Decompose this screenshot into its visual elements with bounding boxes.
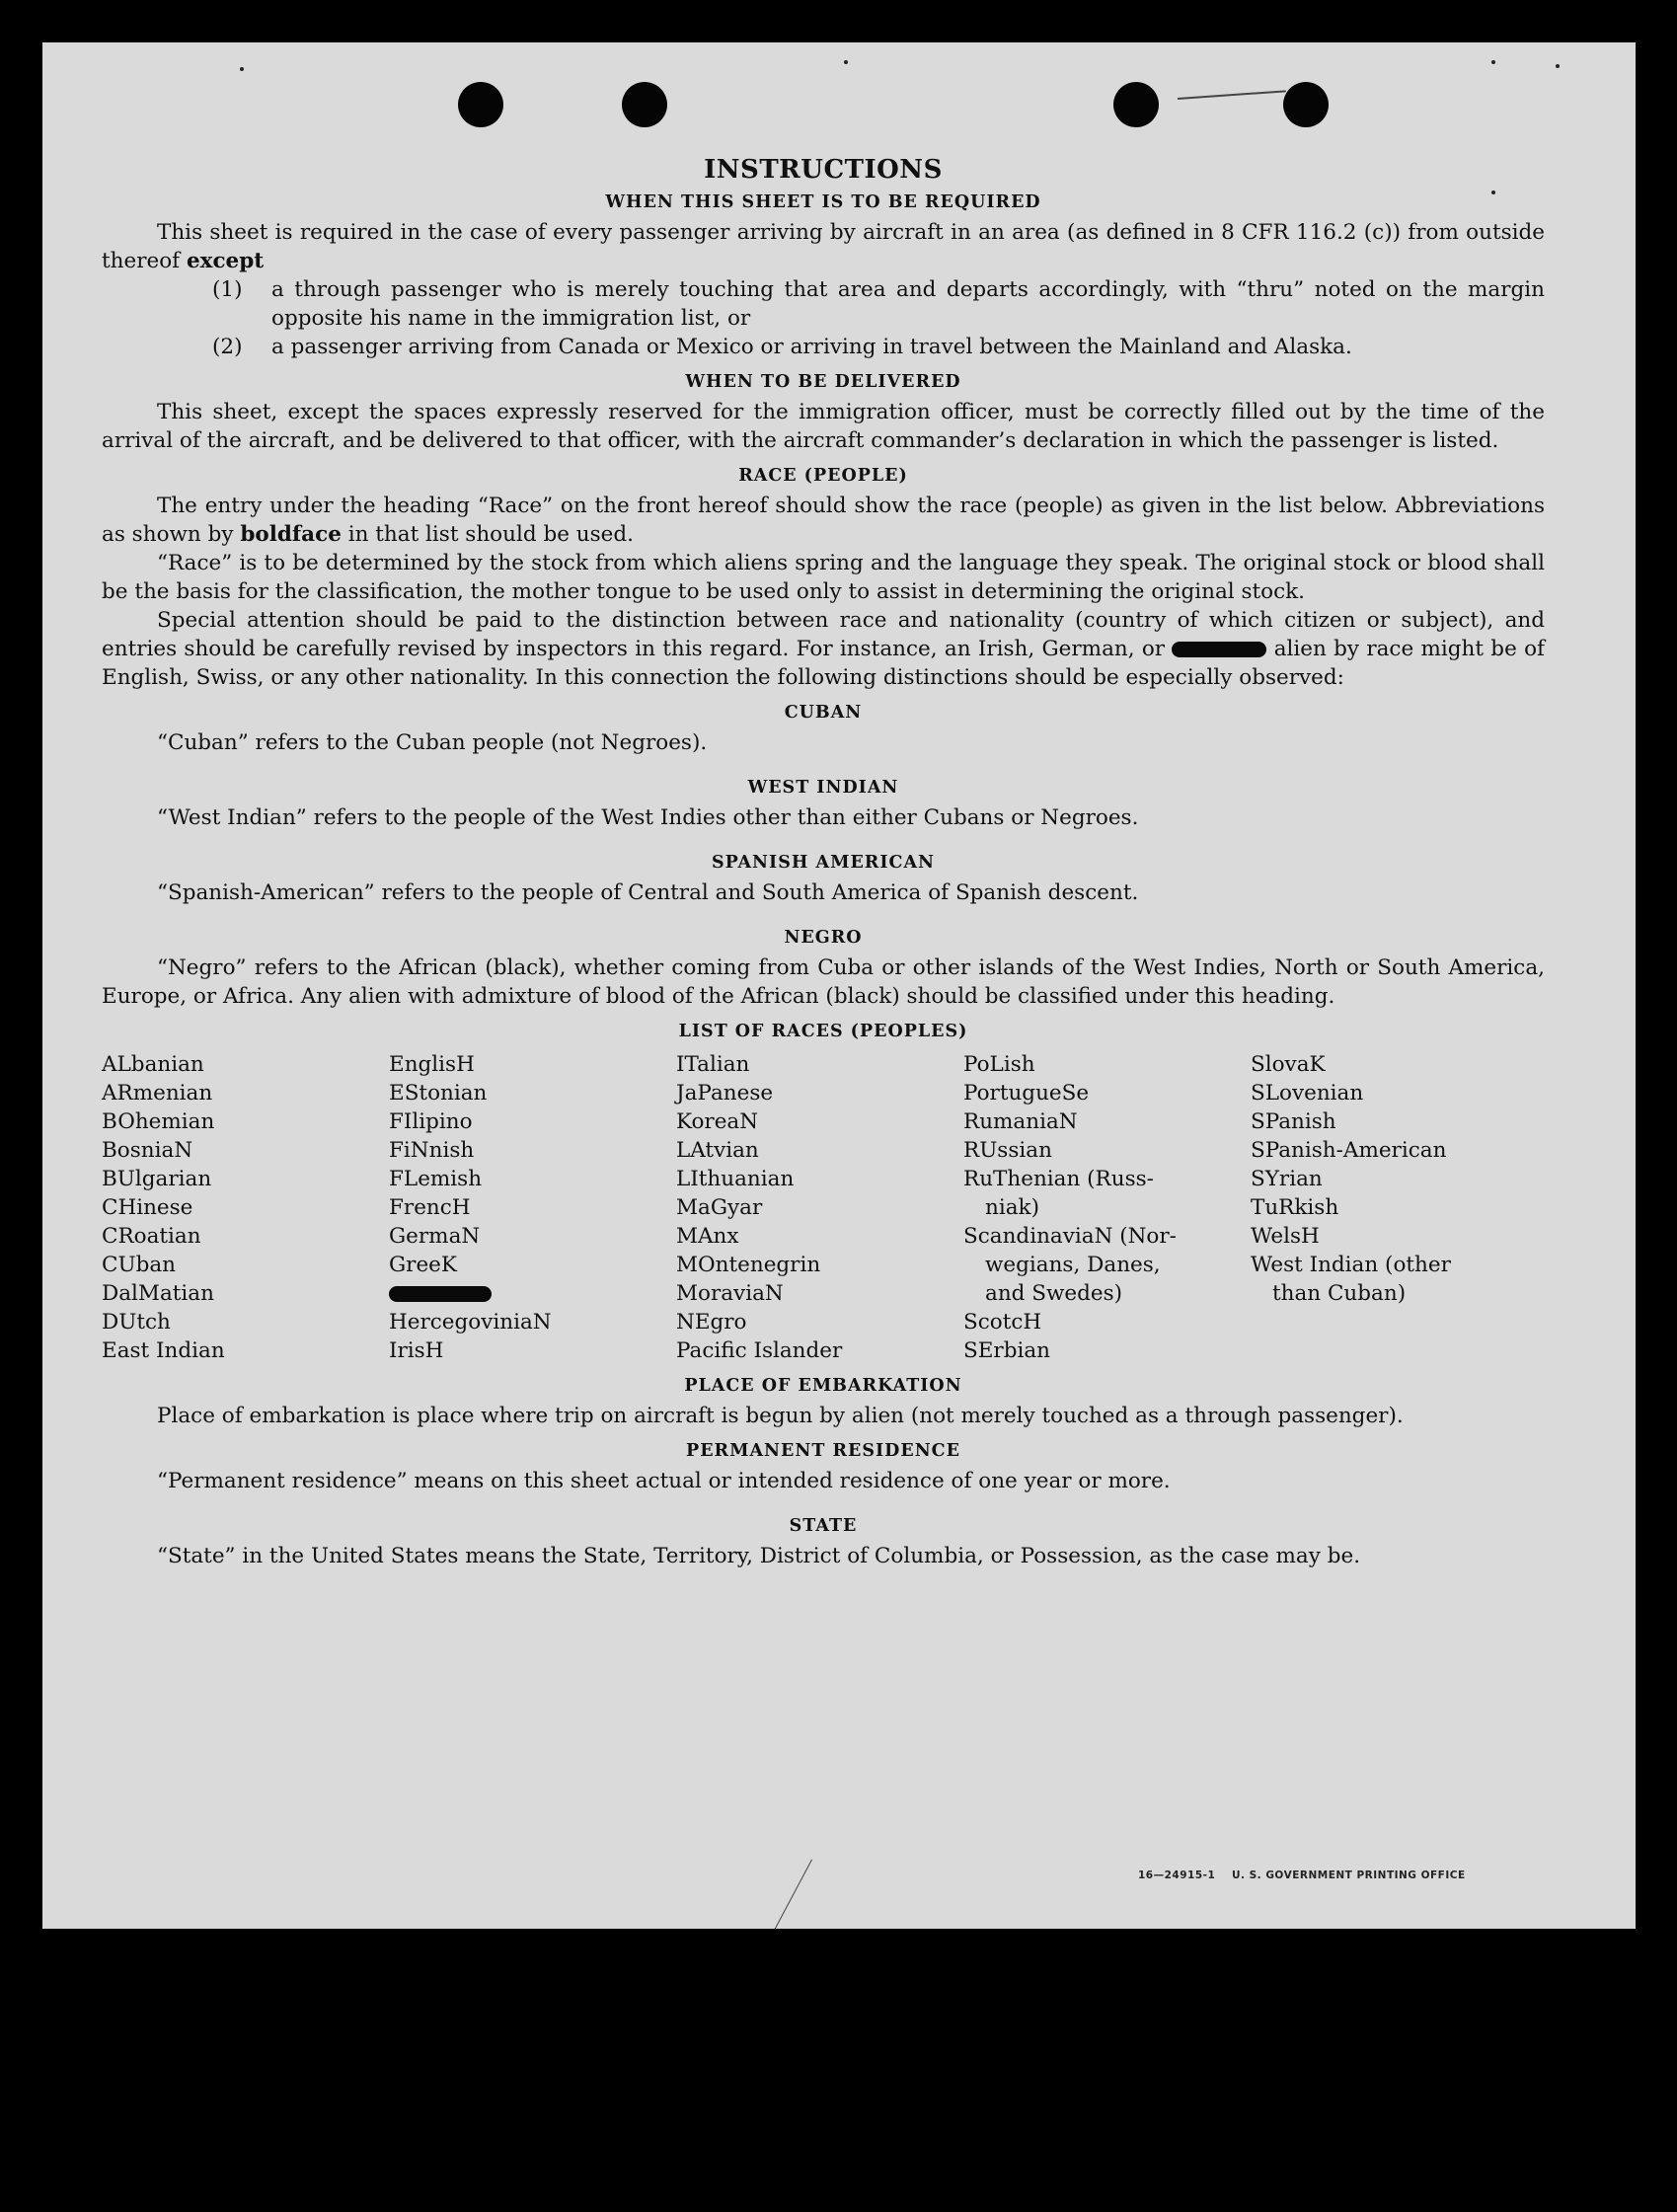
race-paragraph-1: The entry under the heading “Race” on the front hereof should show the race (people) as given in the list below. Abbreviations as shown by boldface in that list should be used. bbox=[102, 494, 1545, 547]
race-entry: SlovaK bbox=[1251, 1052, 1326, 1077]
when-delivered-text: This sheet, except the spaces expressly reserved for the immigration officer, must be correctly filled out by the time of the arrival of the aircraft, and be delivered to that officer, with the aircraft commander’s declaration in which the passenger is listed. bbox=[102, 400, 1545, 453]
exception-item-1: (1) a through passenger who is merely touching that area and departs accordingly, with “thru” noted on the margin opposite his name in the immigration list, or bbox=[212, 277, 1545, 331]
race-entry: FiNnish bbox=[389, 1138, 475, 1163]
race-entry: TuRkish bbox=[1251, 1195, 1339, 1220]
race-entry: PortugueSe bbox=[963, 1081, 1090, 1106]
race-paragraph-3: Special attention should be paid to the distinction between race and nationality (country of which citizen or subject), and entries should be carefully revised by inspectors in this regard. For instance, an Irish, German, or alien by race might be of English, Swiss, or any other nationality. In this connection the following distinctions should be especially observed: bbox=[102, 608, 1545, 690]
race-column-2 bbox=[389, 1050, 676, 1365]
punch-hole-3 bbox=[1113, 82, 1159, 127]
heading-embarkation: PLACE OF EMBARKATION bbox=[684, 1376, 962, 1396]
heading-residence: PERMANENT RESIDENCE bbox=[686, 1441, 960, 1461]
heading-list-of-races: LIST OF RACES (PEOPLES) bbox=[678, 1022, 968, 1041]
race-entry: East Indian bbox=[102, 1338, 225, 1363]
race-entry-redacted bbox=[389, 1279, 676, 1308]
speck bbox=[240, 67, 244, 71]
race-entry-continued: than Cuban) bbox=[1272, 1281, 1407, 1306]
race-entry: SYrian bbox=[1251, 1167, 1323, 1191]
race-entry: SPanish-American bbox=[1251, 1138, 1447, 1163]
race-entry: IrisH bbox=[389, 1338, 444, 1363]
punch-hole-2 bbox=[622, 82, 667, 127]
race-entry: CHinese bbox=[102, 1195, 193, 1220]
negro-text: “Negro” refers to the African (black), whether coming from Cuba or other islands of the West Indies, North or South America, Europe, or Africa. Any alien with admixture of blood of the African (black) should be classified under this heading. bbox=[102, 955, 1545, 1009]
race-entry: CRoatian bbox=[102, 1224, 201, 1249]
race-entry: ScotcH bbox=[963, 1310, 1042, 1335]
speck bbox=[1556, 64, 1560, 68]
residence-text: “Permanent residence” means on this sheet actual or intended residence of one year or more. bbox=[157, 1469, 1171, 1493]
footer-printing-code bbox=[1138, 1869, 1466, 1881]
race-entry: RumaniaN bbox=[963, 1109, 1078, 1134]
race-entry: NEgro bbox=[676, 1310, 747, 1335]
redaction-mark bbox=[1172, 642, 1266, 657]
race-column-5 bbox=[1251, 1050, 1545, 1365]
pencil-mark bbox=[1178, 90, 1286, 100]
punch-hole-1 bbox=[458, 82, 503, 127]
race-entry: MaGyar bbox=[676, 1195, 763, 1220]
race-entry: FLemish bbox=[389, 1167, 483, 1191]
race-entry: EnglisH bbox=[389, 1052, 475, 1077]
race-entry-continued: and Swedes) bbox=[985, 1281, 1123, 1306]
heading-cuban: CUBAN bbox=[784, 703, 863, 723]
race-column-1 bbox=[102, 1050, 389, 1365]
exception-item-2: (2) a passenger arriving from Canada or Mexico or arriving in travel between the Mainland and Alaska. bbox=[212, 335, 1352, 359]
race-entry: BOhemian bbox=[102, 1109, 215, 1134]
embarkation-text: Place of embarkation is place where trip on aircraft is begun by alien (not merely touched as a through passenger). bbox=[157, 1404, 1404, 1428]
heading-west-indian: WEST INDIAN bbox=[747, 778, 899, 798]
form-number: 16—24915-1 bbox=[1138, 1869, 1216, 1881]
when-required-intro: This sheet is required in the case of every passenger arriving by aircraft in an area (as defined in 8 CFR 116.2 (c)) from outside thereof except bbox=[102, 220, 1545, 273]
heading-when-required: WHEN THIS SHEET IS TO BE REQUIRED bbox=[605, 192, 1041, 212]
race-entry: HercegoviniaN bbox=[389, 1310, 552, 1335]
race-column-3 bbox=[676, 1050, 963, 1365]
heading-spanish-american: SPANISH AMERICAN bbox=[711, 853, 936, 873]
race-entry: SErbian bbox=[963, 1338, 1051, 1363]
race-entry: West Indian (other bbox=[1251, 1253, 1451, 1277]
race-entry: LAtvian bbox=[676, 1138, 759, 1163]
redaction-mark bbox=[389, 1286, 492, 1302]
speck bbox=[1491, 60, 1495, 64]
race-entry: BUlgarian bbox=[102, 1167, 212, 1191]
state-text: “State” in the United States means the State, Territory, District of Columbia, or Possession, as the case may be. bbox=[157, 1544, 1361, 1568]
race-entry-continued: niak) bbox=[985, 1195, 1039, 1220]
race-entry: EStonian bbox=[389, 1081, 488, 1106]
race-entry: DalMatian bbox=[102, 1281, 214, 1306]
race-entry: ITalian bbox=[676, 1052, 750, 1077]
west-indian-text: “West Indian” refers to the people of the West Indies other than either Cubans or Negroes. bbox=[157, 805, 1139, 830]
race-paragraph-2: “Race” is to be determined by the stock from which aliens spring and the language they speak. The original stock or blood shall be the basis for the classification, the mother tongue to be used only to assist in determining the original stock. bbox=[102, 551, 1545, 604]
speck bbox=[844, 60, 848, 64]
heading-state: STATE bbox=[789, 1516, 858, 1536]
race-entry: ScandinaviaN (Nor- bbox=[963, 1224, 1177, 1249]
race-entry: JaPanese bbox=[676, 1081, 774, 1106]
race-entry: ARmenian bbox=[102, 1081, 213, 1106]
spanish-american-text: “Spanish-American” refers to the people of Central and South America of Spanish descent. bbox=[157, 880, 1139, 905]
race-entry: ALbanian bbox=[102, 1052, 204, 1077]
race-column-4 bbox=[963, 1050, 1251, 1365]
race-entry: SPanish bbox=[1251, 1109, 1336, 1134]
race-entry: LIthuanian bbox=[676, 1167, 795, 1191]
heading-race: RACE (PEOPLE) bbox=[738, 466, 908, 486]
race-entry: KoreaN bbox=[676, 1109, 759, 1134]
race-list bbox=[102, 1050, 1545, 1365]
race-entry: PoLish bbox=[963, 1052, 1035, 1077]
race-entry: RUssian bbox=[963, 1138, 1052, 1163]
race-entry: RuThenian (Russ- bbox=[963, 1167, 1154, 1191]
document-page bbox=[42, 42, 1636, 1929]
race-entry: WelsH bbox=[1251, 1224, 1320, 1249]
heading-when-delivered: WHEN TO BE DELIVERED bbox=[685, 372, 961, 392]
instructions-body bbox=[102, 154, 1545, 1570]
race-entry: Pacific Islander bbox=[676, 1338, 843, 1363]
race-entry: MOntenegrin bbox=[676, 1253, 821, 1277]
race-entry-continued: wegians, Danes, bbox=[985, 1253, 1161, 1277]
race-entry: SLovenian bbox=[1251, 1081, 1364, 1106]
page-title: INSTRUCTIONS bbox=[704, 155, 943, 185]
printer-name: U. S. GOVERNMENT PRINTING OFFICE bbox=[1231, 1869, 1466, 1881]
race-entry: FIlipino bbox=[389, 1109, 473, 1134]
pencil-stroke bbox=[775, 1860, 812, 1930]
race-entry: FrencH bbox=[389, 1195, 471, 1220]
race-entry: BosniaN bbox=[102, 1138, 193, 1163]
race-entry: DUtch bbox=[102, 1310, 171, 1335]
heading-negro: NEGRO bbox=[784, 928, 863, 948]
race-entry: MAnx bbox=[676, 1224, 739, 1249]
race-entry: GreeK bbox=[389, 1253, 457, 1277]
race-entry: GermaN bbox=[389, 1224, 481, 1249]
cuban-text: “Cuban” refers to the Cuban people (not Negroes). bbox=[157, 730, 708, 755]
race-entry: CUban bbox=[102, 1253, 176, 1277]
race-entry: MoraviaN bbox=[676, 1281, 784, 1306]
punch-hole-4 bbox=[1283, 82, 1329, 127]
